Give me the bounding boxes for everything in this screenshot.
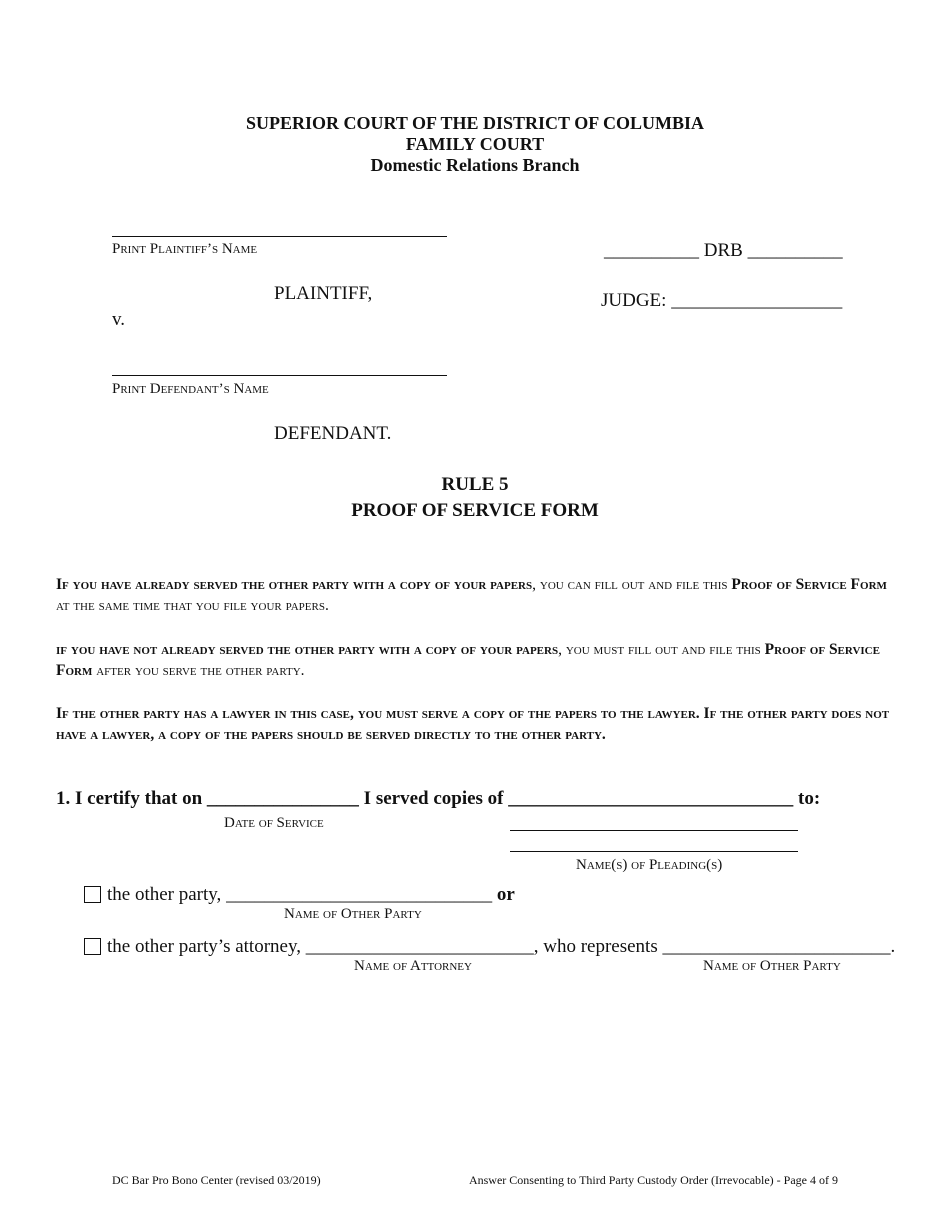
other-party-text: the other party,	[107, 884, 222, 905]
judge-field[interactable]	[601, 290, 842, 312]
instruction-paragraph-2: if you have not already served the other party with a copy of your papers, you must fill out and file this Proof of Service Form after you serve the other party.	[56, 641, 880, 679]
represented-party-blank[interactable]: ________________________.	[662, 936, 896, 957]
court-name: SUPERIOR COURT OF THE DISTRICT OF COLUMBIA	[245, 113, 705, 133]
to-text: to:	[798, 788, 821, 809]
attorney-name-blank[interactable]: ________________________	[305, 936, 534, 957]
other-party-checkbox[interactable]	[84, 886, 101, 903]
attorney-checkbox[interactable]	[84, 938, 101, 955]
attorney-option	[107, 936, 895, 958]
instruction-1-form-name: Proof of Service Form	[731, 576, 887, 593]
court-division: FAMILY COURT	[405, 134, 545, 154]
judge-blank[interactable]: __________________	[671, 290, 843, 311]
attorney-text: the other party’s attorney,	[107, 936, 301, 957]
defendant-name-line[interactable]	[112, 375, 447, 376]
footer-left: DC Bar Pro Bono Center (revised 03/2019)	[112, 1173, 321, 1187]
judge-label: JUDGE:	[601, 290, 667, 311]
certify-line	[56, 788, 820, 810]
other-party-name-blank[interactable]: ____________________________	[226, 884, 493, 905]
attorney-name-label: Name of Attorney	[354, 958, 472, 974]
instruction-2-form-name: Proof of Service Form	[56, 641, 880, 679]
other-party-option	[107, 884, 515, 906]
versus: v.	[112, 309, 126, 330]
or-text: or	[496, 884, 515, 905]
rule-title: RULE 5	[441, 474, 509, 495]
instruction-1-bold: If you have already served the other party with a copy of your papers	[56, 576, 533, 593]
served-copies-text: I served copies of	[363, 788, 504, 809]
instruction-paragraph-3: If the other party has a lawyer in this case, you must serve a copy of the papers to the lawyer. If the other party does not have a lawyer, a copy of the papers should be served directly to the other party.	[56, 705, 890, 743]
footer-right: Answer Consenting to Third Party Custody Order (Irrevocable) - Page 4 of 9	[468, 1173, 838, 1187]
plaintiff-role: PLAINTIFF,	[274, 283, 373, 304]
form-title: PROOF OF SERVICE FORM	[351, 500, 599, 521]
case-number-blank-2[interactable]: __________	[747, 240, 843, 261]
who-represents-text: , who represents	[533, 936, 658, 957]
case-number-field[interactable]	[604, 240, 843, 262]
defendant-role: DEFENDANT.	[274, 423, 392, 444]
case-number-blank-1[interactable]: __________	[604, 240, 699, 261]
instruction-paragraph-1: If you have already served the other party with a copy of your papers, you can fill out and file this Proof of Service Form at the same time that you file your papers.	[56, 576, 887, 614]
plaintiff-name-line[interactable]	[112, 236, 447, 237]
pleading-line-3[interactable]	[510, 851, 798, 852]
pleading-blank[interactable]: ______________________________	[508, 788, 794, 809]
other-party-name-label: Name of Other Party	[284, 906, 422, 922]
court-branch: Domestic Relations Branch	[370, 155, 580, 175]
case-number-prefix: DRB	[703, 240, 743, 261]
pleading-line-2[interactable]	[510, 830, 798, 831]
date-of-service-label: Date of Service	[224, 815, 324, 831]
plaintiff-name-label: Print Plaintiff’s Name	[112, 241, 258, 257]
instruction-2-bold: if you have not already served the other party with a copy of your papers	[56, 641, 559, 658]
pleadings-label: Name(s) of Pleading(s)	[576, 857, 723, 873]
certify-lead: 1. I certify that on	[56, 788, 203, 809]
represented-party-label: Name of Other Party	[703, 958, 841, 974]
defendant-name-label: Print Defendant’s Name	[112, 381, 269, 397]
service-date-blank[interactable]: ________________	[206, 788, 359, 809]
